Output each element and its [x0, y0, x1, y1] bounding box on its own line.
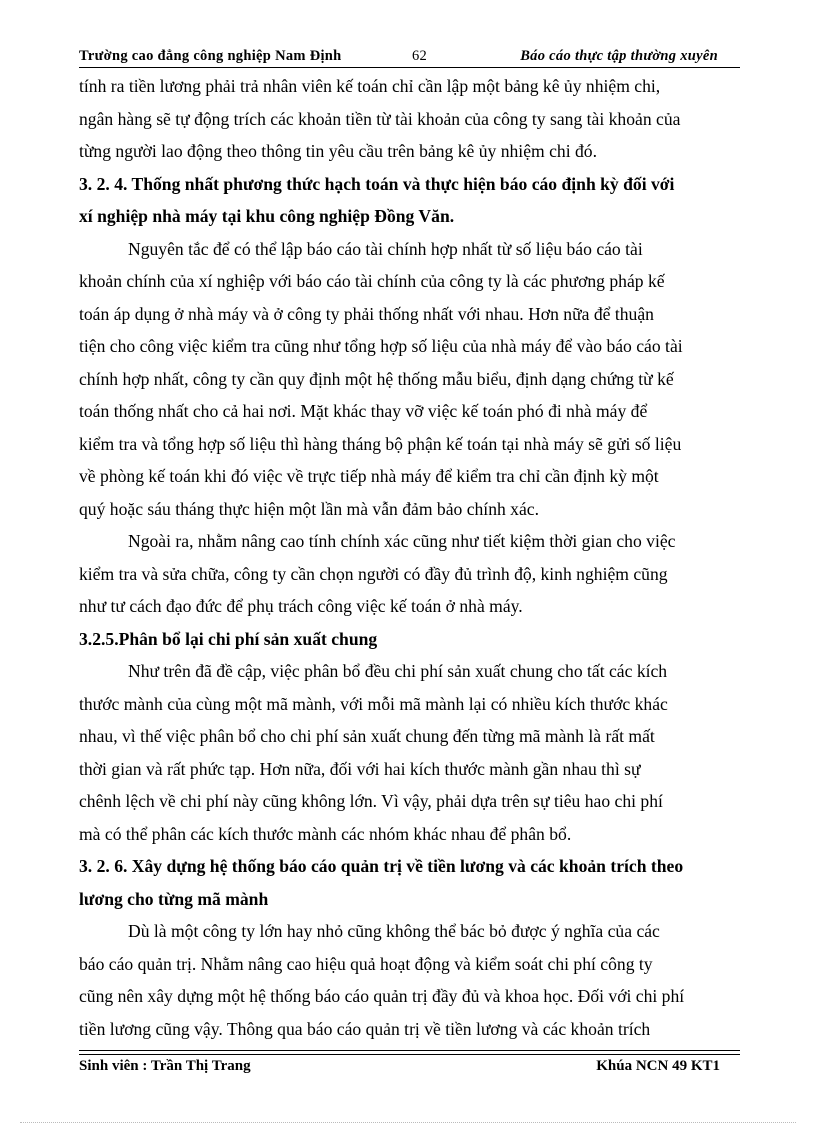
footer-rule-top: [79, 1050, 740, 1051]
body-line: kiểm tra và tổng hợp số liệu thì hàng tháng bộ phận kế toán tại nhà máy sẽ gửi số liệu: [79, 433, 682, 454]
paragraph-start: Nguyên tắc để có thể lập báo cáo tài chính hợp nhất từ số liệu báo cáo tài: [128, 238, 643, 259]
section-heading-3-2-6: 3. 2. 6. Xây dựng hệ thống báo cáo quản trị về tiền lương và các khoản trích theo: [79, 856, 684, 876]
body-line: chênh lệch về chi phí này cũng không lớn. Vì vậy, phải dựa trên sự tiêu hao chi phí: [79, 791, 663, 811]
footer-rule-bottom: [79, 1054, 740, 1055]
body-line: chính hợp nhất, công ty cần quy định một hệ thống mẫu biểu, định dạng chứng từ kế: [79, 368, 674, 389]
page-header: [79, 48, 740, 66]
paragraph-start: Như trên đã đề cập, việc phân bổ đều chi phí sản xuất chung cho tất các kích: [128, 661, 668, 681]
footer-class: Khúa NCN 49 KT1: [596, 1058, 720, 1074]
header-rule: [79, 67, 740, 68]
body-line: báo cáo quản trị. Nhằm nâng cao hiệu quả hoạt động và kiểm soát chi phí công ty: [79, 953, 653, 974]
body-line: kiểm tra và sửa chữa, công ty cần chọn người có đầy đủ trình độ, kinh nghiệm cũng: [79, 563, 668, 584]
paragraph-start: Ngoài ra, nhằm nâng cao tính chính xác cũng như tiết kiệm thời gian cho việc: [128, 531, 676, 551]
body-line: tính ra tiền lương phải trả nhân viên kế toán chỉ cần lập một bảng kê ủy nhiệm chi,: [79, 76, 661, 96]
body-line: ngân hàng sẽ tự động trích các khoản tiền từ tài khoản của công ty sang tài khoản của: [79, 108, 681, 129]
body-line: tiền lương cũng vậy. Thông qua báo cáo quản trị về tiền lương và các khoản trích: [79, 1018, 651, 1039]
body-line: tiện cho công việc kiểm tra cũng như tổng hợp số liệu của nhà máy để vào báo cáo tài: [79, 336, 683, 356]
section-heading-3-2-4-cont: xí nghiệp nhà máy tại khu công nghiệp Đồng Văn.: [79, 206, 455, 226]
body-line: như tư cách đạo đức để phụ trách công việc kế toán ở nhà máy.: [79, 596, 523, 616]
section-heading-3-2-5: 3.2.5.Phân bổ lại chi phí sản xuất chung: [79, 628, 378, 649]
body-line: quý hoặc sáu tháng thực hiện một lần mà vẫn đảm bảo chính xác.: [79, 498, 539, 519]
footer-student: Sinh viên : Trần Thị Trang: [79, 1058, 251, 1074]
paragraph-start: Dù là một công ty lớn hay nhỏ cũng không thể bác bỏ được ý nghĩa của các: [128, 921, 660, 941]
body-line: thước mành của cùng một mã mành, với mỗi mã mành lại có nhiều kích thước khác: [79, 693, 668, 714]
body-line: thời gian và rất phức tạp. Hơn nữa, đối với hai kích thước mành gần nhau thì sự: [79, 758, 641, 779]
header-school: Trường cao đẳng công nghiệp Nam Định: [79, 48, 342, 64]
page-number: 62: [412, 48, 428, 64]
body-line: nhau, vì thế việc phân bổ cho chi phí sản xuất chung đến từng mã mành là rất mất: [79, 726, 655, 746]
page-footer: [79, 1058, 740, 1078]
body-line: cũng nên xây dựng một hệ thống báo cáo quản trị đầy đủ và khoa học. Đối với chi phí: [79, 986, 685, 1006]
section-heading-3-2-6-cont: lương cho từng mã mành: [79, 888, 269, 909]
body-line: toán áp dụng ở nhà máy và ở công ty phải thống nhất với nhau. Hơn nữa để thuận: [79, 303, 654, 324]
body-line: khoản chính của xí nghiệp với báo cáo tài chính của công ty là các phương pháp kế: [79, 271, 665, 291]
body-line: mà có thể phân các kích thước mành các nhóm khác nhau để phân bổ.: [79, 823, 572, 844]
body-line: về phòng kế toán khi đó việc về trực tiếp nhà máy để kiểm tra chỉ cần định kỳ một: [79, 466, 659, 486]
section-heading-3-2-4: 3. 2. 4. Thống nhất phương thức hạch toán và thực hiện báo cáo định kỳ đối với: [79, 173, 675, 194]
document-body: [79, 70, 741, 1045]
header-report-title: Báo cáo thực tập thường xuyên: [520, 48, 718, 64]
body-line: từng người lao động theo thông tin yêu cầu trên bảng kê ủy nhiệm chi đó.: [79, 141, 597, 161]
body-line: toán thống nhất cho cả hai nơi. Mặt khác thay vỡ việc kế toán phó đi nhà máy để: [79, 401, 648, 421]
